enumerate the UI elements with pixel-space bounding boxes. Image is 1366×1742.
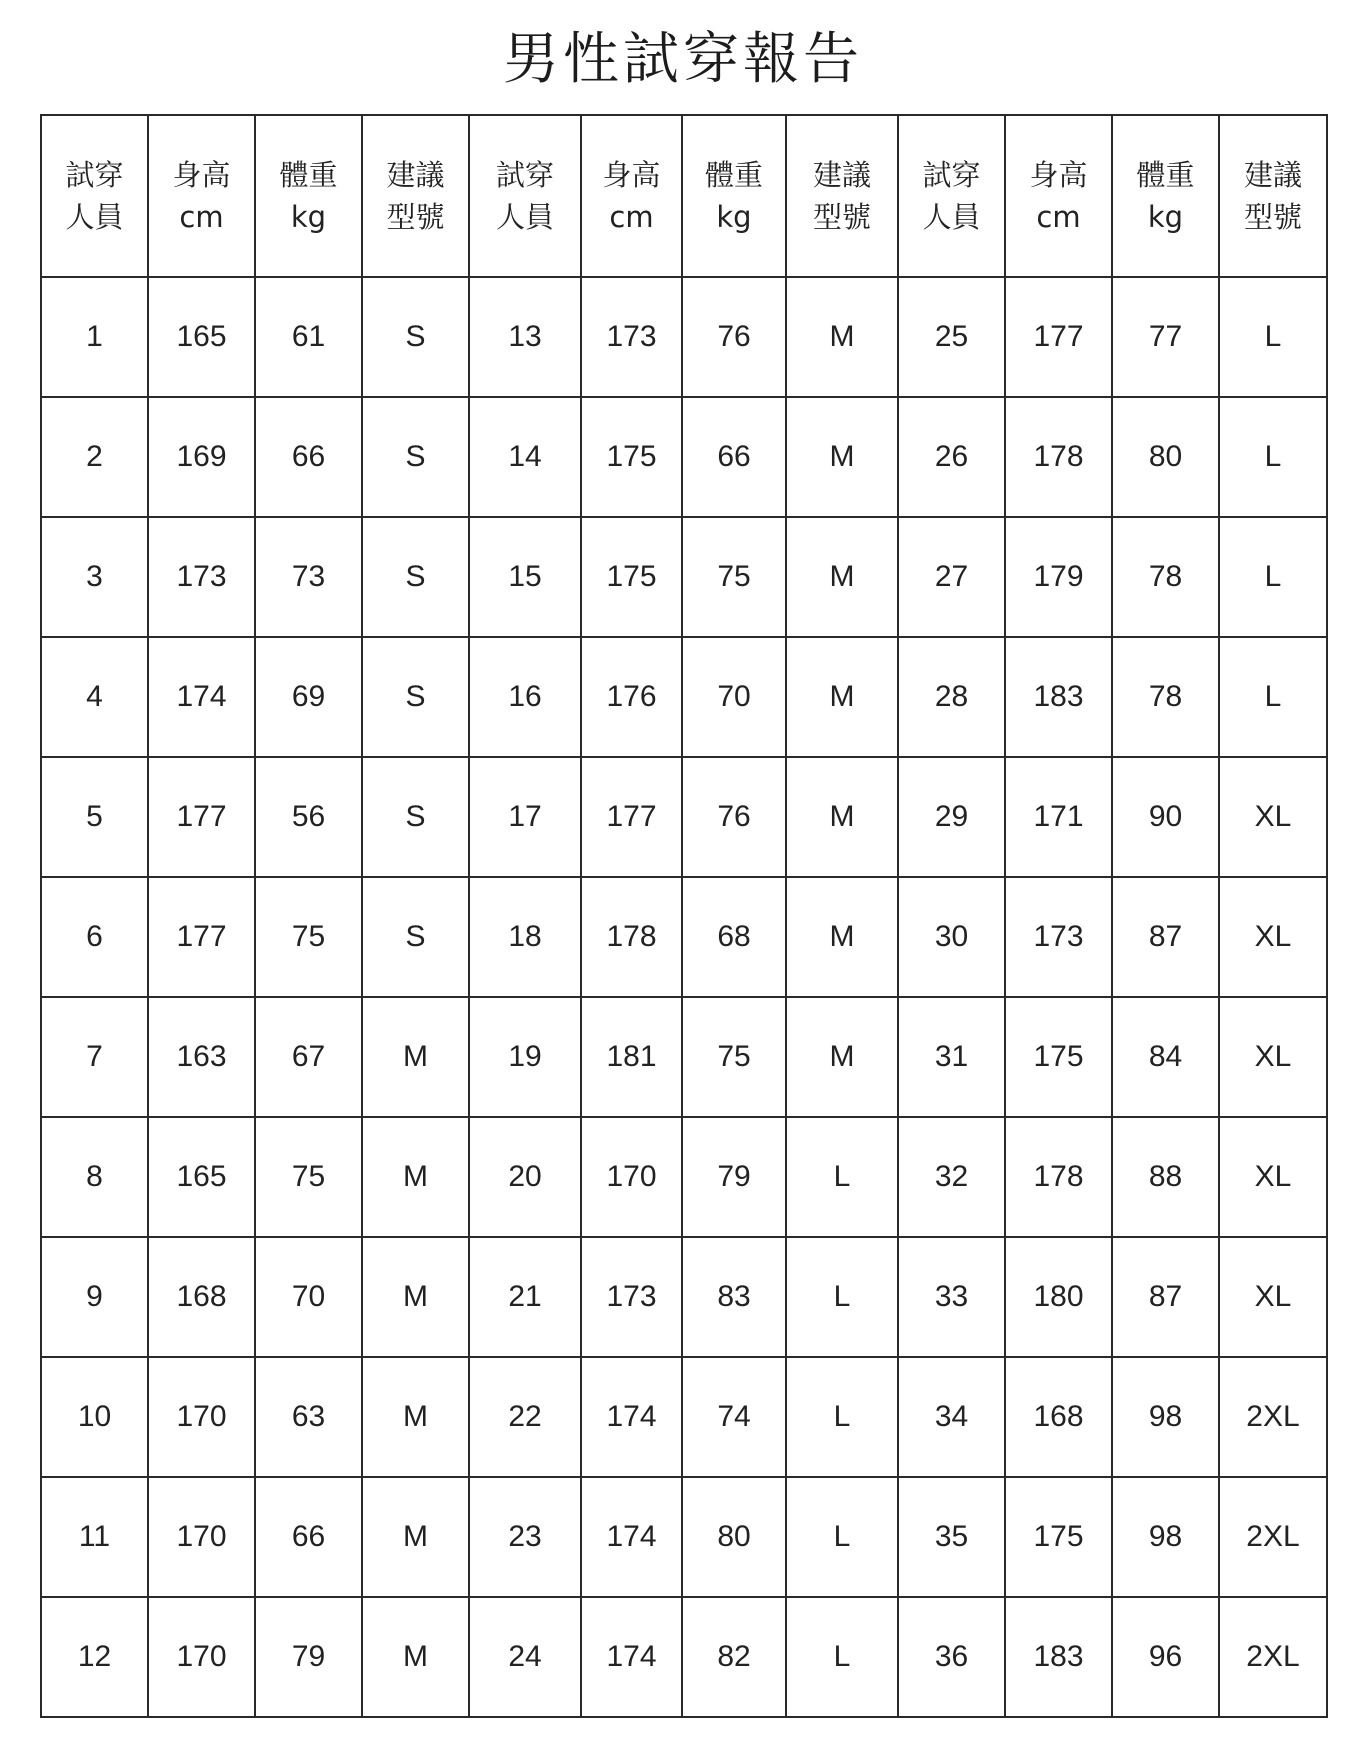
cell-weight-kg: 56 (255, 757, 362, 877)
header-cell-suggested-size (786, 115, 898, 277)
cell-tester-id: 15 (469, 517, 581, 637)
cell-height-cm: 179 (1005, 517, 1112, 637)
cell-weight-kg: 78 (1112, 637, 1219, 757)
cell-weight-kg: 66 (682, 397, 786, 517)
cell-height-cm: 183 (1005, 1597, 1112, 1717)
header-cell-weight-kg (682, 115, 786, 277)
header-label: 試穿 (65, 158, 124, 192)
header-label: 人員 (65, 200, 124, 234)
cell-height-cm: 174 (581, 1477, 682, 1597)
cell-suggested-size: L (786, 1237, 898, 1357)
cell-suggested-size: L (786, 1357, 898, 1477)
header-cell-weight-kg (255, 115, 362, 277)
header-cell-tester-id (41, 115, 148, 277)
header-label: 身高 (172, 158, 231, 192)
cell-tester-id: 34 (898, 1357, 1005, 1477)
table-row (41, 997, 1327, 1117)
cell-tester-id: 18 (469, 877, 581, 997)
header-label: 型號 (812, 200, 871, 234)
cell-suggested-size: XL (1219, 877, 1327, 997)
cell-weight-kg: 73 (255, 517, 362, 637)
cell-suggested-size: L (786, 1597, 898, 1717)
cell-tester-id: 32 (898, 1117, 1005, 1237)
cell-suggested-size: M (786, 877, 898, 997)
header-cell-suggested-size (1219, 115, 1327, 277)
cell-tester-id: 28 (898, 637, 1005, 757)
cell-height-cm: 177 (148, 757, 255, 877)
cell-tester-id: 10 (41, 1357, 148, 1477)
header-cell-height-cm (581, 115, 682, 277)
cell-tester-id: 23 (469, 1477, 581, 1597)
header-label: cm (1036, 200, 1081, 234)
header-label: 體重 (704, 158, 763, 192)
cell-tester-id: 5 (41, 757, 148, 877)
cell-tester-id: 25 (898, 277, 1005, 397)
cell-height-cm: 165 (148, 277, 255, 397)
cell-tester-id: 30 (898, 877, 1005, 997)
cell-suggested-size: M (362, 997, 469, 1117)
cell-weight-kg: 66 (255, 1477, 362, 1597)
cell-suggested-size: L (786, 1117, 898, 1237)
cell-weight-kg: 77 (1112, 277, 1219, 397)
cell-weight-kg: 80 (682, 1477, 786, 1597)
cell-height-cm: 170 (581, 1117, 682, 1237)
cell-tester-id: 14 (469, 397, 581, 517)
cell-tester-id: 13 (469, 277, 581, 397)
table-body (41, 277, 1327, 1717)
cell-height-cm: 175 (581, 517, 682, 637)
cell-tester-id: 7 (41, 997, 148, 1117)
header-cell-tester-id (469, 115, 581, 277)
cell-weight-kg: 70 (255, 1237, 362, 1357)
cell-suggested-size: S (362, 517, 469, 637)
cell-weight-kg: 75 (682, 997, 786, 1117)
cell-suggested-size: 2XL (1219, 1477, 1327, 1597)
cell-weight-kg: 61 (255, 277, 362, 397)
cell-height-cm: 175 (1005, 1477, 1112, 1597)
cell-suggested-size: M (362, 1597, 469, 1717)
table-row (41, 1477, 1327, 1597)
cell-tester-id: 26 (898, 397, 1005, 517)
cell-tester-id: 24 (469, 1597, 581, 1717)
cell-weight-kg: 79 (255, 1597, 362, 1717)
table-row (41, 517, 1327, 637)
cell-height-cm: 163 (148, 997, 255, 1117)
cell-suggested-size: M (362, 1117, 469, 1237)
cell-tester-id: 29 (898, 757, 1005, 877)
cell-height-cm: 177 (1005, 277, 1112, 397)
table-row (41, 1117, 1327, 1237)
cell-tester-id: 19 (469, 997, 581, 1117)
cell-height-cm: 175 (1005, 997, 1112, 1117)
cell-weight-kg: 79 (682, 1117, 786, 1237)
header-label: 試穿 (922, 158, 981, 192)
header-label: 體重 (279, 158, 338, 192)
cell-suggested-size: 2XL (1219, 1597, 1327, 1717)
table-row (41, 397, 1327, 517)
cell-tester-id: 16 (469, 637, 581, 757)
cell-tester-id: 21 (469, 1237, 581, 1357)
cell-weight-kg: 69 (255, 637, 362, 757)
cell-height-cm: 178 (581, 877, 682, 997)
header-label: 身高 (602, 158, 661, 192)
header-label: kg (716, 200, 752, 234)
header-cell-height-cm (148, 115, 255, 277)
cell-height-cm: 168 (148, 1237, 255, 1357)
cell-suggested-size: S (362, 757, 469, 877)
table-row (41, 757, 1327, 877)
cell-suggested-size: S (362, 397, 469, 517)
header-label: 建議 (812, 158, 871, 192)
header-label: 型號 (386, 200, 445, 234)
cell-height-cm: 168 (1005, 1357, 1112, 1477)
header-label: kg (290, 200, 327, 234)
cell-suggested-size: S (362, 877, 469, 997)
cell-weight-kg: 82 (682, 1597, 786, 1717)
page-title: 男性試穿報告 (503, 27, 863, 92)
header-label: 人員 (922, 200, 981, 234)
cell-height-cm: 174 (581, 1357, 682, 1477)
cell-height-cm: 170 (148, 1357, 255, 1477)
header-cell-weight-kg (1112, 115, 1219, 277)
header-label: 人員 (495, 200, 554, 234)
cell-weight-kg: 75 (682, 517, 786, 637)
cell-tester-id: 2 (41, 397, 148, 517)
cell-weight-kg: 88 (1112, 1117, 1219, 1237)
cell-suggested-size: XL (1219, 1117, 1327, 1237)
cell-tester-id: 8 (41, 1117, 148, 1237)
cell-height-cm: 173 (581, 1237, 682, 1357)
cell-tester-id: 1 (41, 277, 148, 397)
cell-height-cm: 175 (581, 397, 682, 517)
cell-weight-kg: 98 (1112, 1357, 1219, 1477)
header-cell-height-cm (1005, 115, 1112, 277)
cell-height-cm: 181 (581, 997, 682, 1117)
cell-suggested-size: M (786, 637, 898, 757)
header-label: 身高 (1029, 158, 1088, 192)
cell-suggested-size: M (362, 1237, 469, 1357)
cell-height-cm: 174 (148, 637, 255, 757)
cell-weight-kg: 87 (1112, 1237, 1219, 1357)
table-row (41, 277, 1327, 397)
cell-weight-kg: 67 (255, 997, 362, 1117)
cell-suggested-size: M (786, 277, 898, 397)
cell-weight-kg: 75 (255, 877, 362, 997)
cell-tester-id: 22 (469, 1357, 581, 1477)
cell-tester-id: 4 (41, 637, 148, 757)
header-label: 建議 (1243, 158, 1302, 192)
header-cell-tester-id (898, 115, 1005, 277)
cell-height-cm: 177 (148, 877, 255, 997)
cell-weight-kg: 84 (1112, 997, 1219, 1117)
cell-suggested-size: L (786, 1477, 898, 1597)
cell-suggested-size: M (786, 517, 898, 637)
cell-height-cm: 170 (148, 1597, 255, 1717)
cell-height-cm: 180 (1005, 1237, 1112, 1357)
cell-tester-id: 9 (41, 1237, 148, 1357)
header-cell-suggested-size (362, 115, 469, 277)
cell-suggested-size: XL (1219, 757, 1327, 877)
table-row (41, 1597, 1327, 1717)
cell-tester-id: 20 (469, 1117, 581, 1237)
cell-height-cm: 169 (148, 397, 255, 517)
cell-weight-kg: 83 (682, 1237, 786, 1357)
cell-weight-kg: 98 (1112, 1477, 1219, 1597)
header-label: cm (179, 200, 224, 234)
cell-weight-kg: 87 (1112, 877, 1219, 997)
cell-weight-kg: 80 (1112, 397, 1219, 517)
cell-height-cm: 170 (148, 1477, 255, 1597)
cell-suggested-size: M (786, 397, 898, 517)
cell-tester-id: 11 (41, 1477, 148, 1597)
cell-height-cm: 173 (1005, 877, 1112, 997)
cell-suggested-size: S (362, 277, 469, 397)
cell-weight-kg: 68 (682, 877, 786, 997)
cell-tester-id: 6 (41, 877, 148, 997)
cell-suggested-size: M (786, 997, 898, 1117)
cell-height-cm: 178 (1005, 397, 1112, 517)
cell-height-cm: 174 (581, 1597, 682, 1717)
table-row (41, 637, 1327, 757)
cell-tester-id: 17 (469, 757, 581, 877)
cell-tester-id: 33 (898, 1237, 1005, 1357)
header-label: 體重 (1136, 158, 1195, 192)
header-label: 型號 (1243, 200, 1302, 234)
cell-weight-kg: 75 (255, 1117, 362, 1237)
fitting-report-table (40, 114, 1328, 1718)
cell-suggested-size: M (362, 1477, 469, 1597)
cell-height-cm: 177 (581, 757, 682, 877)
header-label: kg (1147, 200, 1184, 234)
cell-tester-id: 3 (41, 517, 148, 637)
cell-suggested-size: M (362, 1357, 469, 1477)
cell-suggested-size: 2XL (1219, 1357, 1327, 1477)
cell-weight-kg: 74 (682, 1357, 786, 1477)
cell-weight-kg: 96 (1112, 1597, 1219, 1717)
cell-tester-id: 27 (898, 517, 1005, 637)
cell-suggested-size: L (1219, 637, 1327, 757)
cell-weight-kg: 78 (1112, 517, 1219, 637)
table-header-row (41, 115, 1327, 277)
cell-height-cm: 171 (1005, 757, 1112, 877)
cell-weight-kg: 76 (682, 277, 786, 397)
cell-tester-id: 31 (898, 997, 1005, 1117)
cell-weight-kg: 70 (682, 637, 786, 757)
cell-tester-id: 36 (898, 1597, 1005, 1717)
cell-suggested-size: M (786, 757, 898, 877)
header-label: 試穿 (495, 158, 554, 192)
cell-suggested-size: S (362, 637, 469, 757)
cell-height-cm: 165 (148, 1117, 255, 1237)
cell-height-cm: 173 (148, 517, 255, 637)
table-row (41, 877, 1327, 997)
cell-weight-kg: 90 (1112, 757, 1219, 877)
header-label: cm (609, 200, 654, 234)
cell-height-cm: 176 (581, 637, 682, 757)
cell-tester-id: 12 (41, 1597, 148, 1717)
cell-tester-id: 35 (898, 1477, 1005, 1597)
cell-weight-kg: 76 (682, 757, 786, 877)
header-label: 建議 (386, 158, 445, 192)
cell-height-cm: 178 (1005, 1117, 1112, 1237)
cell-suggested-size: XL (1219, 997, 1327, 1117)
cell-height-cm: 183 (1005, 637, 1112, 757)
table-row (41, 1237, 1327, 1357)
table-row (41, 1357, 1327, 1477)
cell-suggested-size: L (1219, 517, 1327, 637)
cell-suggested-size: XL (1219, 1237, 1327, 1357)
cell-suggested-size: L (1219, 397, 1327, 517)
cell-weight-kg: 66 (255, 397, 362, 517)
cell-weight-kg: 63 (255, 1357, 362, 1477)
cell-suggested-size: L (1219, 277, 1327, 397)
cell-height-cm: 173 (581, 277, 682, 397)
